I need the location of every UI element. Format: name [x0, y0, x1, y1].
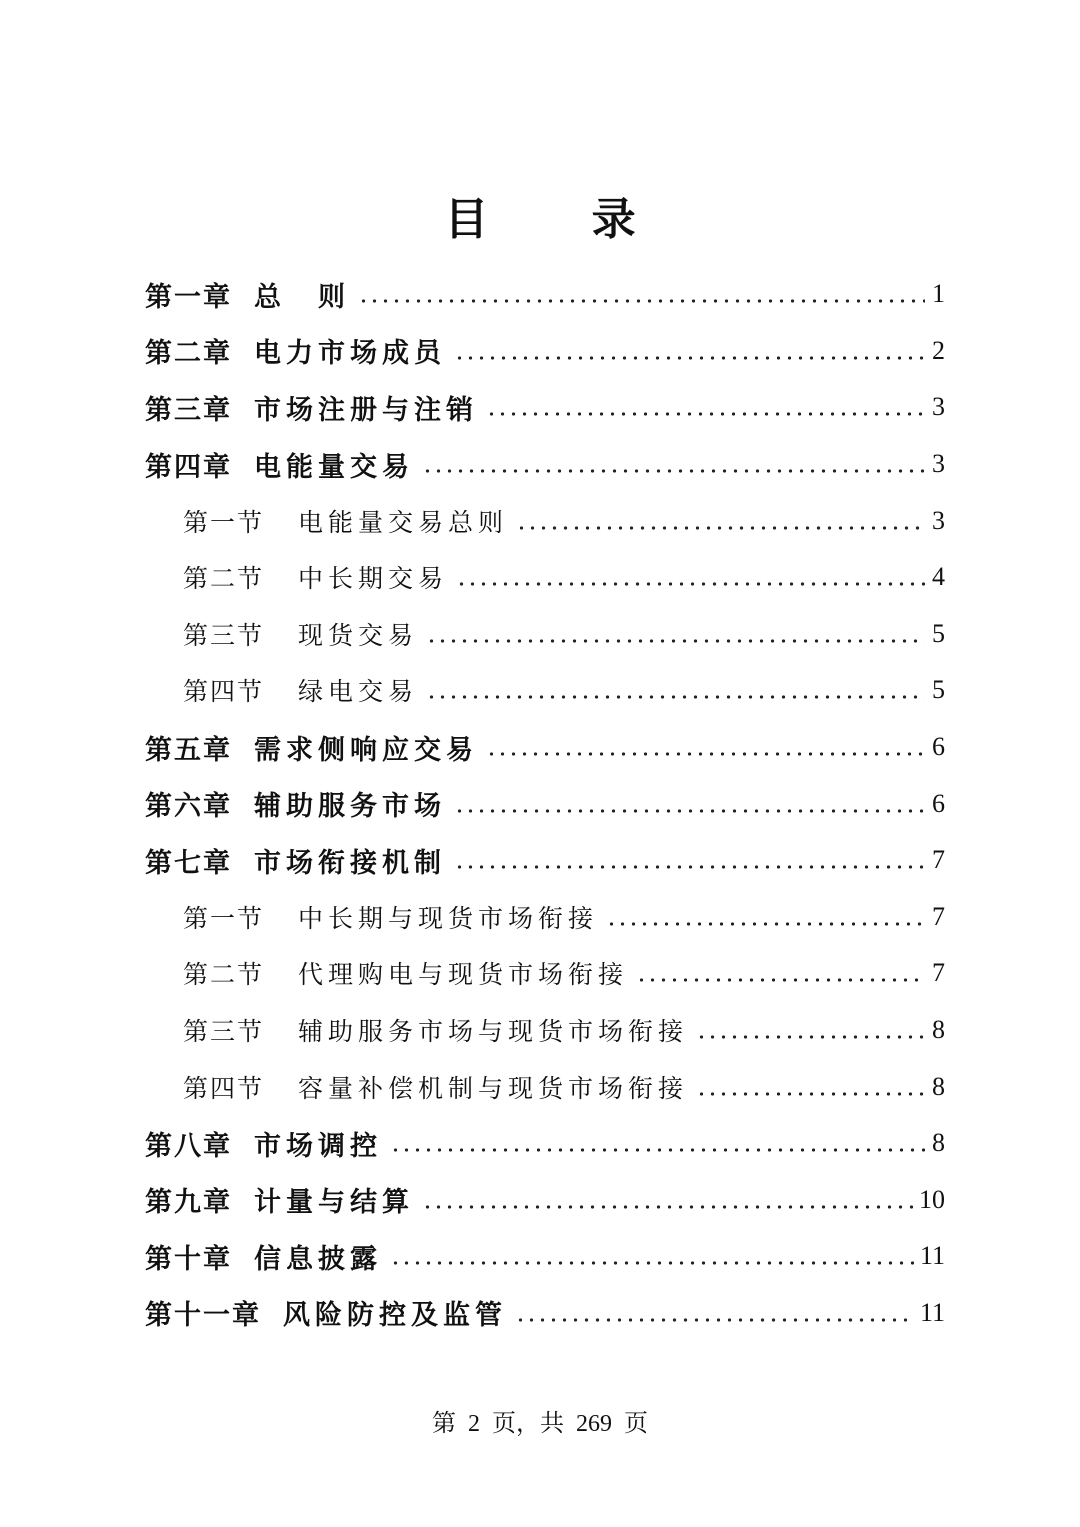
toc-entry-title: 电力市场成员	[254, 338, 446, 370]
toc-section-entry	[145, 889, 945, 946]
toc-entry-page-number: 5	[932, 618, 945, 648]
toc-entry-page-number: 11	[919, 1241, 945, 1271]
toc-chapter-entry	[145, 1172, 945, 1229]
toc-dot-leader	[454, 863, 925, 871]
toc-entry-title: 代理购电与现货市场衔接	[298, 960, 629, 990]
toc-entry-number: 第三节	[183, 620, 265, 650]
toc-entry-title: 信息披露	[254, 1243, 382, 1275]
toc-chapter-entry	[145, 719, 945, 776]
toc-entry-page-number: 8	[932, 1015, 945, 1045]
toc-dot-leader	[696, 1033, 925, 1041]
toc-entry-number: 第二章	[145, 338, 232, 370]
toc-entry-page-number: 8	[932, 1071, 945, 1101]
toc-dot-leader	[515, 1316, 914, 1324]
toc-entry-page-number: 11	[919, 1297, 945, 1327]
toc-dot-leader	[486, 750, 925, 758]
toc-entry-page-number: 7	[932, 845, 945, 875]
toc-entry-title: 总 则	[254, 281, 350, 313]
toc-section-entry	[145, 1058, 945, 1115]
toc-entry-number: 第十一章	[145, 1300, 261, 1332]
toc-entry-number: 第二节	[183, 564, 265, 594]
toc-entry-page-number: 2	[932, 335, 945, 365]
toc-section-entry	[145, 549, 945, 606]
toc-list	[145, 266, 945, 1341]
toc-entry-number: 第四章	[145, 451, 232, 483]
toc-chapter-entry	[145, 323, 945, 380]
toc-entry-number: 第一节	[183, 507, 265, 537]
toc-entry-title: 中长期交易	[298, 564, 449, 594]
toc-section-entry	[145, 492, 945, 549]
toc-dot-leader	[422, 467, 925, 475]
toc-dot-leader	[426, 637, 925, 645]
toc-entry-number: 第四节	[183, 1073, 265, 1103]
toc-entry-title: 现货交易	[298, 620, 419, 650]
toc-entry-number: 第五章	[145, 734, 232, 766]
toc-entry-title: 市场衔接机制	[254, 847, 446, 879]
toc-entry-title: 中长期与现货市场衔接	[298, 903, 599, 933]
toc-entry-page-number: 7	[932, 958, 945, 988]
toc-entry-number: 第六章	[145, 791, 232, 823]
toc-entry-page-number: 5	[932, 675, 945, 705]
toc-chapter-entry	[145, 832, 945, 889]
toc-dot-leader	[454, 807, 925, 815]
toc-entry-page-number: 6	[932, 732, 945, 762]
toc-section-entry	[145, 1002, 945, 1059]
toc-entry-page-number: 4	[932, 562, 945, 592]
toc-entry-title: 市场注册与注销	[254, 394, 478, 426]
toc-entry-title: 绿电交易	[298, 677, 419, 707]
toc-chapter-entry	[145, 775, 945, 832]
toc-chapter-entry	[145, 1228, 945, 1285]
toc-dot-leader	[486, 410, 925, 418]
toc-chapter-entry	[145, 1115, 945, 1172]
toc-chapter-entry	[145, 266, 945, 323]
toc-dot-leader	[390, 1146, 925, 1154]
toc-entry-number: 第八章	[145, 1130, 232, 1162]
toc-entry-page-number: 7	[932, 901, 945, 931]
page-footer: 第 2 页，共 269 页	[432, 1411, 648, 1437]
toc-entry-page-number: 3	[932, 505, 945, 535]
toc-entry-page-number: 10	[919, 1184, 945, 1214]
toc-dot-leader	[358, 297, 925, 305]
toc-dot-leader	[696, 1090, 925, 1098]
toc-dot-leader	[390, 1259, 914, 1267]
toc-section-entry	[145, 606, 945, 663]
toc-entry-number: 第三章	[145, 394, 232, 426]
toc-entry-page-number: 6	[932, 788, 945, 818]
toc-entry-title: 需求侧响应交易	[254, 734, 478, 766]
toc-entry-page-number: 8	[932, 1128, 945, 1158]
toc-dot-leader	[606, 920, 925, 928]
toc-entry-number: 第七章	[145, 847, 232, 879]
toc-chapter-entry	[145, 436, 945, 493]
toc-entry-number: 第一节	[183, 903, 265, 933]
toc-chapter-entry	[145, 379, 945, 436]
toc-entry-title: 电能量交易	[254, 451, 414, 483]
toc-section-entry	[145, 662, 945, 719]
toc-chapter-entry	[145, 1285, 945, 1342]
toc-entry-title: 辅助服务市场	[254, 791, 446, 823]
toc-entry-number: 第四节	[183, 677, 265, 707]
toc-entry-title: 电能量交易总则	[298, 507, 509, 537]
toc-title: 目 录	[444, 194, 680, 245]
toc-dot-leader	[456, 580, 925, 588]
toc-entry-number: 第九章	[145, 1187, 232, 1219]
toc-section-entry	[145, 945, 945, 1002]
toc-entry-title: 市场调控	[254, 1130, 382, 1162]
toc-entry-number: 第一章	[145, 281, 232, 313]
toc-dot-leader	[426, 693, 925, 701]
toc-entry-page-number: 1	[932, 279, 945, 309]
toc-entry-number: 第二节	[183, 960, 265, 990]
toc-entry-title: 风险防控及监管	[283, 1300, 507, 1332]
toc-dot-leader	[636, 976, 925, 984]
toc-dot-leader	[516, 524, 925, 532]
toc-entry-page-number: 3	[932, 392, 945, 422]
toc-dot-leader	[422, 1203, 913, 1211]
toc-entry-title: 辅助服务市场与现货市场衔接	[298, 1017, 689, 1047]
toc-entry-page-number: 3	[932, 449, 945, 479]
toc-entry-title: 计量与结算	[254, 1187, 414, 1219]
toc-entry-number: 第三节	[183, 1017, 265, 1047]
toc-entry-title: 容量补偿机制与现货市场衔接	[298, 1073, 689, 1103]
toc-entry-number: 第十章	[145, 1243, 232, 1275]
toc-dot-leader	[454, 354, 925, 362]
